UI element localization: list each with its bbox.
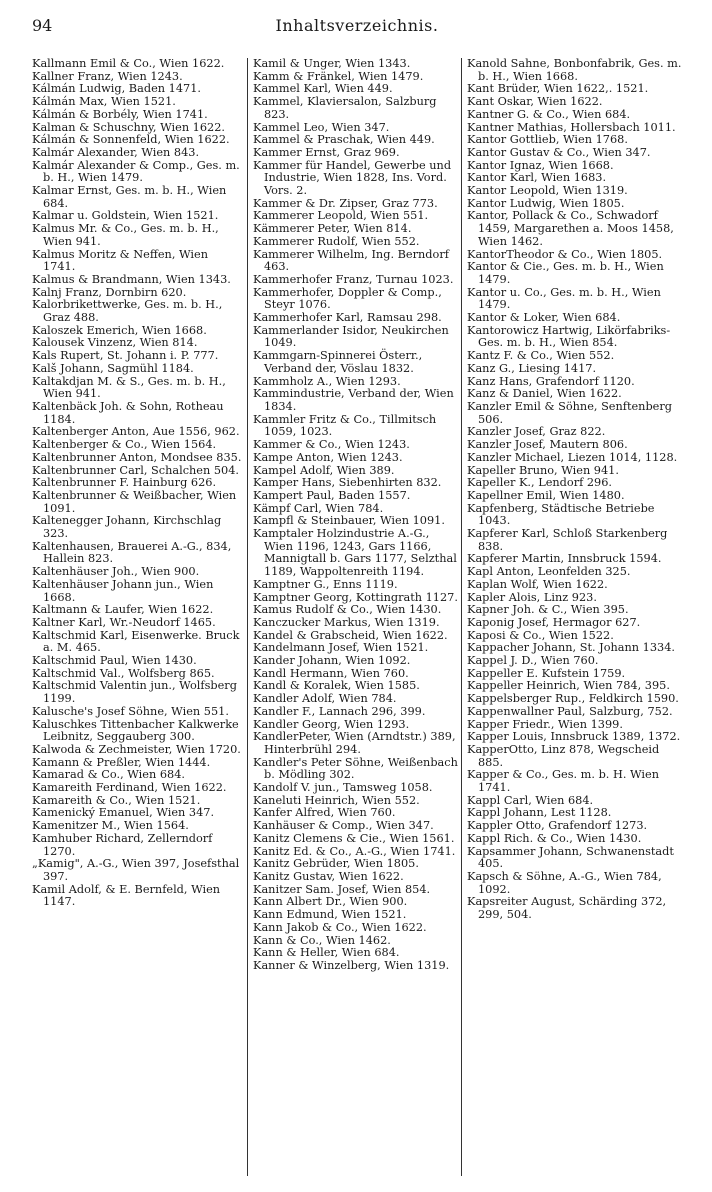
index-entry: Kandolf V. jun., Tamsweg 1058.	[253, 781, 433, 795]
index-entry: Kaltschmid Paul, Wien 1430.	[32, 654, 197, 668]
index-entry: Kantor Karl, Wien 1683.	[467, 171, 607, 185]
index-entry: Kamann & Preßler, Wien 1444.	[32, 755, 211, 769]
index-entry: Kappler Otto, Grafendorf 1273.	[467, 819, 648, 833]
index-entry: Kann & Heller, Wien 684.	[253, 946, 400, 960]
index-entry: Kaltenhäuser Joh., Wien 900.	[32, 565, 200, 579]
index-entry: Kamptaler Holzindustrie A.-G., Wien 1196, 1243, Gars 1166, Mannigtall b. Gars 1177, Selzthal 1189, Wappoltenreith 1194.	[253, 527, 457, 579]
index-entry: Kanhäuser & Comp., Wien 347.	[253, 819, 434, 833]
index-entry: Kammer Ernst, Graz 969.	[253, 145, 400, 159]
index-entry: Kapper & Co., Ges. m. b. H. Wien 1741.	[467, 768, 659, 795]
index-entry: Kanner & Winzelberg, Wien 1319.	[253, 958, 450, 972]
index-entry: Kammel Karl, Wien 449.	[253, 82, 393, 96]
index-entry: Kanold Sahne, Bonbonfabrik, Ges. m. b. H., Wien 1668.	[467, 58, 682, 83]
index-entry: Kanitz Clemens & Cie., Wien 1561.	[253, 831, 455, 845]
index-entry: Kammel Leo, Wien 347.	[253, 120, 390, 134]
index-entry: Kaltenberger Anton, Aue 1556, 962.	[32, 425, 240, 439]
index-entry: Kapper Louis, Innsbruck 1389, 1372.	[467, 730, 681, 744]
index-entry: Kamhuber Richard, Zellerndorf 1270.	[32, 831, 213, 858]
index-entry: Kapfenberg, Städtische Betriebe 1043.	[467, 501, 655, 528]
index-entry: Kaltakdjan M. & S., Ges. m. b. H., Wien 941.	[32, 374, 226, 401]
index-entry: Kapsreiter August, Schärding 372, 299, 504.	[467, 895, 667, 922]
index-column-3	[467, 58, 682, 1176]
index-column-1	[32, 58, 243, 1176]
index-entry: Kaltenbrunner Anton, Mondsee 835.	[32, 450, 242, 464]
index-entry: Kamptner G., Enns 1119.	[253, 577, 398, 591]
index-entry: Kappl Rich. & Co., Wien 1430.	[467, 831, 642, 845]
index-entry: Kammerer Leopold, Wien 551.	[253, 209, 429, 223]
index-entry: Kappel J. D., Wien 760.	[467, 654, 599, 668]
index-entry: Kalmus Moritz & Neffen, Wien 1741.	[32, 247, 209, 274]
index-entry: Kálmán Max, Wien 1521.	[32, 95, 176, 109]
index-entry: Kantor u. Co., Ges. m. b. H., Wien 1479.	[467, 285, 661, 312]
index-entry: Kapler Alois, Linz 923.	[467, 590, 597, 604]
index-entry: Kaltmann & Laufer, Wien 1622.	[32, 603, 214, 617]
index-entry: Kálmán & Borbély, Wien 1741.	[32, 107, 208, 121]
index-entry: Kander Johann, Wien 1092.	[253, 654, 411, 668]
index-entry: Kantor & Loker, Wien 684.	[467, 311, 621, 325]
index-entry: Kaposi & Co., Wien 1522.	[467, 628, 614, 642]
index-entry: Kamper Hans, Siebenhirten 832.	[253, 476, 442, 490]
index-entry: Kalwoda & Zechmeister, Wien 1720.	[32, 742, 241, 756]
index-entry: Kalmar u. Goldstein, Wien 1521.	[32, 209, 219, 223]
index-entry: Kammerlander Isidor, Neukirchen 1049.	[253, 323, 449, 350]
index-entry: „Kamig", A.-G., Wien 397, Josefsthal 397.	[32, 857, 240, 883]
index-entry: Kalusche's Josef Söhne, Wien 551.	[32, 704, 229, 718]
index-entry: Kandler's Peter Söhne, Weißenbach b. Mödling 302.	[253, 755, 458, 782]
index-entry: Kalš Johann, Sagmühl 1184.	[32, 361, 194, 375]
index-entry: Kammer & Co., Wien 1243.	[253, 438, 410, 452]
index-entry: Kantor & Cie., Ges. m. b. H., Wien 1479.	[467, 260, 664, 286]
index-entry: Kamm & Fränkel, Wien 1479.	[253, 69, 424, 83]
index-entry: Kantner Mathias, Hollersbach 1011.	[467, 120, 676, 134]
index-entry: Kanfer Alfred, Wien 760.	[253, 806, 396, 820]
index-entry: Kaltenbrunner & Weißbacher, Wien 1091.	[32, 488, 237, 515]
index-entry: Kanzler Josef, Graz 822.	[467, 425, 606, 439]
index-entry: Kaltner Karl, Wr.-Neudorf 1465.	[32, 615, 216, 629]
running-title: Inhaltsverzeichnis.	[275, 16, 439, 35]
index-entry: Kamareith Ferdinand, Wien 1622.	[32, 781, 227, 795]
index-entry: Kappl Johann, Lest 1128.	[467, 806, 612, 820]
index-entry: Kappacher Johann, St. Johann 1334.	[467, 641, 676, 655]
index-entry: Kamenický Emanuel, Wien 347.	[32, 806, 215, 820]
index-entry: Kamus Rudolf & Co., Wien 1430.	[253, 603, 442, 617]
index-entry: Kann & Co., Wien 1462.	[253, 933, 391, 947]
index-entry: Kampert Paul, Baden 1557.	[253, 488, 411, 502]
index-entry: Kammerhofer Karl, Ramsau 298.	[253, 311, 442, 325]
index-entry: Kammler Fritz & Co., Tillmitsch 1059, 1023.	[253, 412, 437, 439]
index-entry: Kaltschmid Karl, Eisenwerke. Bruck a. M. 465.	[32, 628, 240, 655]
index-entry: Kalorbrikettwerke, Ges. m. b. H., Graz 488.	[32, 298, 223, 325]
index-entry: Kanzler Josef, Mautern 806.	[467, 438, 628, 452]
index-entry: Kaltenbrunner Carl, Schalchen 504.	[32, 463, 239, 477]
index-entry: Kapl Anton, Leonfelden 325.	[467, 565, 631, 579]
index-entry: Kaltschmid Valentin jun., Wolfsberg 1199.	[32, 679, 237, 706]
index-entry: Kantner G. & Co., Wien 684.	[467, 107, 631, 121]
index-entry: KantorTheodor & Co., Wien 1805.	[467, 247, 663, 261]
index-entry: Kantorowicz Hartwig, Likörfabriks-Ges. m. b. H., Wien 854.	[467, 323, 671, 350]
index-entry: Kalman & Schuschny, Wien 1622.	[32, 120, 226, 134]
index-entry: Kaloszek Emerich, Wien 1668.	[32, 323, 207, 337]
index-entry: Kaluschkes Tittenbacher Kalkwerke Leibnitz, Seggauberg 300.	[32, 717, 239, 744]
index-entry: Kaponig Josef, Hermagor 627.	[467, 615, 641, 629]
index-entry: Kant Oskar, Wien 1622.	[467, 95, 603, 109]
index-entry: Kaltenbäck Joh. & Sohn, Rotheau 1184.	[32, 399, 224, 426]
index-column-2	[253, 58, 458, 1176]
index-entry: Kanitzer Sam. Josef, Wien 854.	[253, 882, 431, 896]
index-entry: Kappeller Heinrich, Wien 784, 395.	[467, 679, 670, 693]
index-entry: Kalnj Franz, Dornbirn 620.	[32, 285, 187, 299]
index-entry: Kanzler Michael, Liezen 1014, 1128.	[467, 450, 678, 464]
index-entry: Kalmus & Brandmann, Wien 1343.	[32, 272, 231, 286]
index-entry: Kamil Adolf, & E. Bernfeld, Wien 1147.	[32, 882, 221, 909]
index-entry: Kandelmann Josef, Wien 1521.	[253, 641, 429, 655]
index-entry: Kaltenhausen, Brauerei A.-G., 834, Hallein 823.	[32, 539, 232, 566]
column-divider	[461, 58, 462, 1176]
index-entry: Kaplan Wolf, Wien 1622.	[467, 577, 608, 591]
index-entry: Kanitz Gustav, Wien 1622.	[253, 870, 404, 883]
index-entry: Kappl Carl, Wien 684.	[467, 793, 594, 807]
column-divider	[247, 58, 248, 1176]
index-entry: Kappelsberger Rup., Feldkirch 1590.	[467, 692, 679, 706]
index-entry: Kantor Ludwig, Wien 1805.	[467, 196, 625, 210]
index-entry: Kammindustrie, Verband der, Wien 1834.	[253, 387, 454, 413]
index-entry: Kammer für Handel, Gewerbe und Industrie, Wien 1828, Ins. Vord. Vors. 2.	[253, 158, 452, 198]
index-entry: Kapner Joh. & C., Wien 395.	[467, 603, 629, 617]
index-entry: Kals Rupert, St. Johann i. P. 777.	[32, 349, 219, 363]
index-entry: Kapper Friedr., Wien 1399.	[467, 717, 623, 731]
index-entry: Kammerer Wilhelm, Ing. Berndorf 463.	[253, 247, 449, 274]
index-entry: Kammgarn-Spinnerei Österr., Verband der, Vöslau 1832.	[253, 349, 423, 375]
index-entry: Kammerhofer, Doppler & Comp., Steyr 1076.	[253, 285, 442, 312]
index-entry: Kanz G., Liesing 1417.	[467, 361, 597, 375]
index-entry: Kammel & Praschak, Wien 449.	[253, 133, 435, 147]
index-entry: Kandl Hermann, Wien 760.	[253, 666, 409, 680]
index-entry: Kapferer Karl, Schloß Starkenberg 838.	[467, 527, 668, 553]
index-entry: Kalmár Alexander & Comp., Ges. m. b. H., Wien 1479.	[32, 158, 240, 185]
index-entry: Kálmán & Sonnenfeld, Wien 1622.	[32, 133, 230, 147]
index-entry: Kammerer Rudolf, Wien 552.	[253, 234, 420, 248]
index-entry: Kantor Gottlieb, Wien 1768.	[467, 133, 628, 147]
index-columns	[32, 58, 682, 1176]
index-entry: Kappeller E. Kufstein 1759.	[467, 666, 626, 680]
index-entry: Kaltschmid Val., Wolfsberg 865.	[32, 666, 215, 680]
index-entry: KapperOtto, Linz 878, Wegscheid 885.	[467, 742, 660, 769]
index-entry: Kapellner Emil, Wien 1480.	[467, 488, 625, 502]
index-entry: Kapferer Martin, Innsbruck 1594.	[467, 552, 662, 566]
index-entry: Kaltenbrunner F. Hainburg 626.	[32, 476, 217, 490]
index-entry: Kamarad & Co., Wien 684.	[32, 768, 185, 782]
index-entry: Kamenitzer M., Wien 1564.	[32, 819, 189, 833]
index-entry: Kampfl & Steinbauer, Wien 1091.	[253, 514, 445, 528]
index-entry: Kandler Georg, Wien 1293.	[253, 717, 410, 731]
index-entry: Kampel Adolf, Wien 389.	[253, 463, 395, 477]
index-entry: Kanitz Gebrüder, Wien 1805.	[253, 857, 419, 871]
index-entry: Kaltenberger & Co., Wien 1564.	[32, 438, 217, 452]
index-entry: Kaltenegger Johann, Kirchschlag 323.	[32, 514, 222, 541]
index-entry: Kann Jakob & Co., Wien 1622.	[253, 920, 427, 934]
index-entry: Kammholz A., Wien 1293.	[253, 374, 401, 388]
index-entry: Kantor Ignaz, Wien 1668.	[467, 158, 614, 172]
index-entry: Kantz F. & Co., Wien 552.	[467, 349, 615, 363]
index-entry: Kantor Leopold, Wien 1319.	[467, 184, 628, 198]
index-entry: Kanz Hans, Grafendorf 1120.	[467, 374, 635, 388]
index-entry: Kann Edmund, Wien 1521.	[253, 908, 407, 922]
index-entry: Kammel, Klaviersalon, Salzburg 823.	[253, 95, 437, 121]
index-entry: Kalmár Alexander, Wien 843.	[32, 145, 200, 159]
index-entry: Kálmán Ludwig, Baden 1471.	[32, 82, 201, 96]
index-entry: Kamptner Georg, Kottingrath 1127.	[253, 590, 458, 604]
page-number: 94	[32, 16, 53, 35]
index-entry: Kandler Adolf, Wien 784.	[253, 692, 397, 706]
index-entry: Kampe Anton, Wien 1243.	[253, 450, 403, 464]
index-entry: Kaltenhäuser Johann jun., Wien 1668.	[32, 577, 214, 604]
index-entry: Kandler F., Lannach 296, 399.	[253, 704, 426, 718]
index-entry: Kämpf Carl, Wien 784.	[253, 501, 384, 515]
index-entry: Kant Brüder, Wien 1622,. 1521.	[467, 82, 649, 96]
index-entry: Kallner Franz, Wien 1243.	[32, 69, 183, 83]
index-entry: Kantor Gustav & Co., Wien 347.	[467, 145, 651, 159]
index-entry: Kandel & Grabscheid, Wien 1622.	[253, 628, 448, 642]
index-entry: Kapsch & Söhne, A.-G., Wien 784, 1092.	[467, 870, 662, 896]
index-entry: Kalousek Vinzenz, Wien 814.	[32, 336, 198, 350]
index-entry: Kapeller K., Lendorf 296.	[467, 476, 613, 490]
index-entry: Kappenwallner Paul, Salzburg, 752.	[467, 704, 673, 718]
index-entry: Kämmerer Peter, Wien 814.	[253, 222, 412, 236]
index-entry: Kanitz Ed. & Co., A.-G., Wien 1741.	[253, 844, 456, 858]
index-entry: Kamil & Unger, Wien 1343.	[253, 58, 411, 70]
index-entry: Kalmar Ernst, Ges. m. b. H., Wien 684.	[32, 184, 227, 210]
index-entry: Kalmus Mr. & Co., Ges. m. b. H., Wien 941.	[32, 222, 219, 248]
index-entry: Kapsammer Johann, Schwanenstadt 405.	[467, 844, 674, 871]
index-entry: Kann Albert Dr., Wien 900.	[253, 895, 408, 909]
index-entry: Kantor, Pollack & Co., Schwadorf 1459, Margarethen a. Moos 1458, Wien 1462.	[467, 209, 674, 248]
index-entry: Kanz & Daniel, Wien 1622.	[467, 387, 622, 401]
index-entry: Kanzler Emil & Söhne, Senftenberg 506.	[467, 399, 673, 426]
index-entry: Kanczucker Markus, Wien 1319.	[253, 615, 440, 629]
index-entry: Kammerhofer Franz, Turnau 1023.	[253, 272, 454, 286]
page-header	[32, 16, 682, 40]
index-entry: Kaneluti Heinrich, Wien 552.	[253, 793, 420, 807]
index-entry: Kammer & Dr. Zipser, Graz 773.	[253, 196, 438, 210]
index-entry: Kamareith & Co., Wien 1521.	[32, 793, 201, 807]
index-entry: Kallmann Emil & Co., Wien 1622.	[32, 58, 225, 70]
index-entry: KandlerPeter, Wien (Arndtstr.) 389, Hinterbrühl 294.	[253, 730, 456, 756]
index-entry: Kandl & Koralek, Wien 1585.	[253, 679, 420, 693]
index-entry: Kapeller Bruno, Wien 941.	[467, 463, 619, 477]
